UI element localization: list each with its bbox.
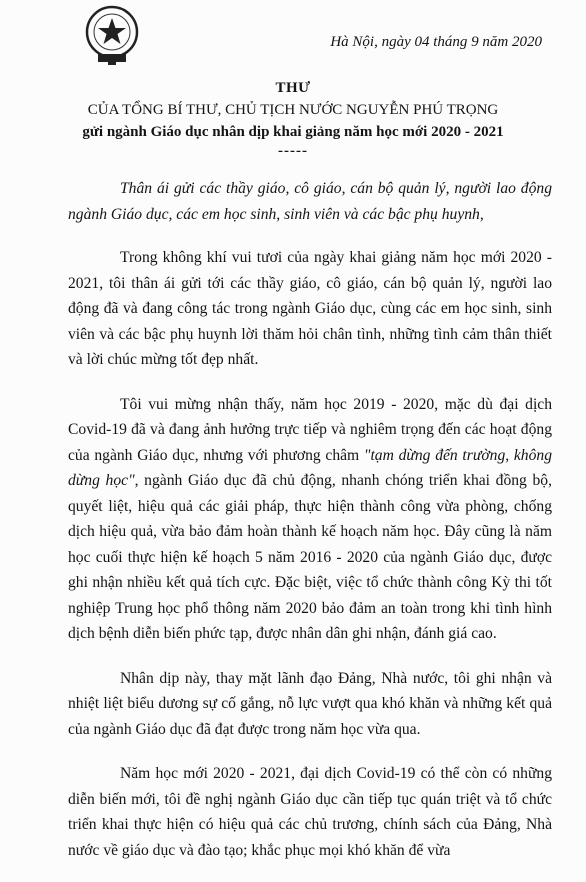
dateline: Hà Nội, ngày 04 tháng 9 năm 2020 — [330, 34, 542, 50]
greeting-paragraph: Thân ái gửi các thầy giáo, cô giáo, cán bộ quản lý, người lao động ngành Giáo dục, các em học sinh, sinh viên và các bậc phụ huynh, — [68, 180, 552, 223]
letter-subtitle: CỦA TỔNG BÍ THƯ, CHỦ TỊCH NƯỚC NGUYỄN PHÚ TRỌNG — [87, 102, 499, 118]
paragraph-2 — [68, 392, 552, 647]
paragraph-2-text-b: , ngành Giáo dục đã chủ động, nhanh chóng triển khai đồng bộ, quyết liệt, hiệu quả các giải pháp, thực hiện thành công vừa phòng, chống dịch hiệu quả, vừa bảo đảm hoàn thành kế hoạch năm học. Đây cũng là năm học cuối thực hiện kế hoạch 5 năm 2016 - 2020 của ngành Giáo dục, được ghi nhận nhiều kết quả tích cực. Đặc biệt, việc tổ chức thành công Kỳ thi tốt nghiệp Trung học phổ thông năm 2020 bảo đảm an toàn trong khi tình hình dịch bệnh diễn biến phức tạp, được nhân dân ghi nhận, đánh giá cao. — [68, 472, 552, 642]
paragraph-2-text-a: Tôi vui mừng nhận thấy, năm học 2019 - 2020, mặc dù đại dịch Covid-19 đã và đang ảnh hưởng trực tiếp và nghiêm trọng đến các hoạt động của ngành Giáo dục, nhưng với phương châm — [68, 395, 552, 464]
letter-title: THƯ — [275, 80, 311, 96]
paragraph-1: Trong không khí vui tươi của ngày khai giảng năm học mới 2020 - 2021, tôi thân ái gửi tới các thầy giáo, cô giáo, cán bộ quản lý, người lao động đã và đang công tác trong ngành Giáo dục, cùng các em học sinh, sinh viên và các bậc phụ huynh lời thăm hỏi chân tình, những tình cảm thân thiết và lời chúc mừng tốt đẹp nhất. — [68, 249, 552, 368]
paragraph-3: Nhân dịp này, thay mặt lãnh đạo Đảng, Nhà nước, tôi ghi nhận và nhiệt liệt biểu dương sự cố gắng, nỗ lực vượt qua khó khăn và những kết quả của ngành Giáo dục đã đạt được trong năm học vừa qua. — [68, 669, 552, 738]
title-separator: ----- — [278, 143, 308, 159]
letter-body — [68, 176, 552, 882]
national-emblem-icon — [84, 2, 140, 68]
paragraph-2-quote: "tạm dừng đến trường, không dừng học" — [68, 446, 552, 489]
paragraph-4: Năm học mới 2020 - 2021, đại dịch Covid-19 có thể còn có những diễn biến mới, tôi đề nghị ngành Giáo dục cần tiếp tục quán triệt và tổ chức triển khai thực hiện có hiệu quả các chủ trương, chính sách của Đảng, Nhà nước về giáo dục và đào tạo; khắc phục mọi khó khăn để vừa — [68, 765, 552, 859]
letter-occasion: gửi ngành Giáo dục nhân dịp khai giảng năm học mới 2020 - 2021 — [82, 124, 504, 140]
